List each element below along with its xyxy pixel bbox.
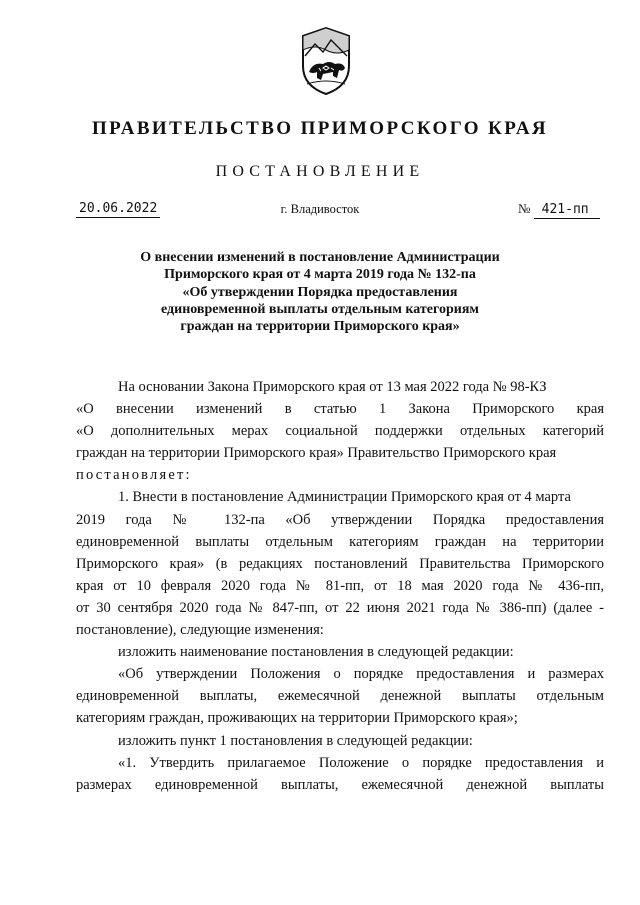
heading-line: граждан на территории Приморского края» bbox=[180, 319, 460, 335]
body-line: единовременной выплаты отдельным категориям граждан на территории bbox=[76, 533, 604, 550]
body-line: постановление), следующие изменения: bbox=[76, 622, 324, 639]
coat-of-arms-icon bbox=[299, 26, 353, 96]
body-line: 1. Внести в постановление Администрации Приморского края от 4 марта bbox=[118, 489, 571, 506]
body-line: изложить пункт 1 постановления в следующей редакции: bbox=[118, 732, 473, 749]
heading-line: единовременной выплаты отдельным категориям bbox=[161, 301, 479, 317]
body-line: категориям граждан, проживающих на территории Приморского края»; bbox=[76, 710, 518, 727]
body-line: «О дополнительных мерах социальной поддержки отдельных категорий bbox=[76, 423, 604, 440]
body-line: постановляет: bbox=[76, 467, 192, 484]
heading-line: О внесении изменений в постановление Администрации bbox=[140, 250, 500, 265]
body-line: Приморского края» (в редакциях постановлений Правительства Приморского bbox=[76, 555, 604, 572]
body-line: «1. Утвердить прилагаемое Положение о порядке предоставления и bbox=[118, 754, 604, 771]
document-city: г. Владивосток bbox=[280, 202, 360, 216]
government-title: ПРАВИТЕЛЬСТВО ПРИМОРСКОГО КРАЯ bbox=[91, 118, 549, 139]
document-number-field bbox=[518, 201, 600, 219]
body-line: «Об утверждении Положения о порядке предоставления и размерах bbox=[118, 666, 604, 683]
number-sign: № bbox=[518, 201, 531, 216]
body-line: На основании Закона Приморского края от 13 мая 2022 года № 98-КЗ bbox=[118, 379, 547, 395]
document-heading bbox=[100, 249, 540, 335]
heading-line: Приморского края от 4 марта 2019 года № 132-па bbox=[164, 267, 476, 283]
document-type: ПОСТАНОВЛЕНИЕ bbox=[215, 163, 425, 180]
body-line: от 30 сентября 2020 года № 847-пп, от 22 июня 2021 года № 386-пп) (далее - bbox=[76, 599, 604, 616]
body-line: 2019 года № 132-па «Об утверждении Порядка предоставления bbox=[76, 511, 604, 528]
body-line: изложить наименование постановления в следующей редакции: bbox=[118, 644, 514, 661]
heading-line: «Об утверждении Порядка предоставления bbox=[182, 284, 458, 300]
body-line: «О внесении изменений в статью 1 Закона Приморского края bbox=[76, 401, 604, 418]
body-line: края от 10 февраля 2020 года № 81-пп, от 18 мая 2020 года № 436-пп, bbox=[76, 577, 604, 594]
document-body bbox=[76, 376, 604, 796]
body-line: размерах единовременной выплаты, ежемесячной денежной выплаты bbox=[76, 776, 604, 793]
document-date: 20.06.2022 bbox=[76, 201, 160, 218]
body-line: единовременной выплаты, ежемесячной денежной выплаты отдельным bbox=[76, 688, 604, 705]
body-line: граждан на территории Приморского края» Правительство Приморского края bbox=[76, 445, 557, 462]
document-number: 421-пп bbox=[534, 202, 600, 219]
